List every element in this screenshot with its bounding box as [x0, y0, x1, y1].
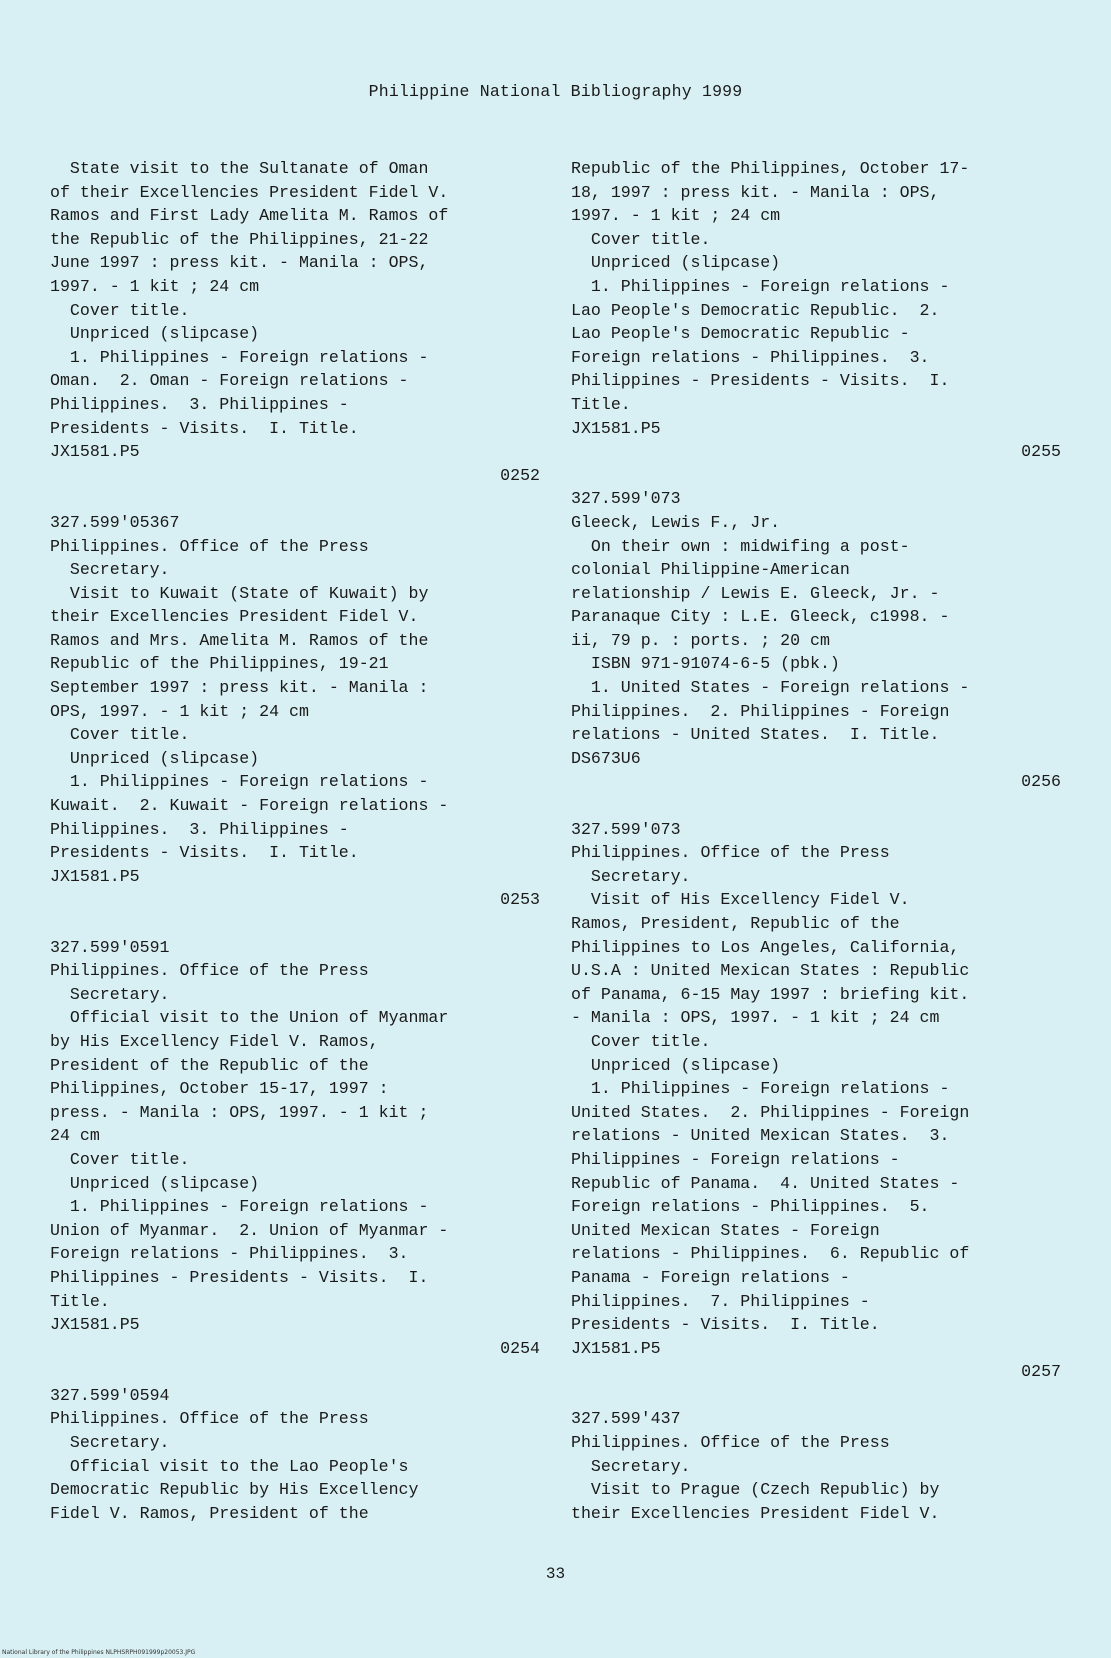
- text-line: Lao People's Democratic Republic -: [571, 324, 910, 344]
- text-line: Democratic Republic by His Excellency: [50, 1480, 419, 1500]
- text-line: Philippines to Los Angeles, California,: [571, 937, 960, 957]
- text-line: relationship / Lewis E. Gleeck, Jr. -: [571, 583, 940, 603]
- text-line: Philippines. 3. Philippines -: [50, 394, 349, 414]
- text-line: On their own : midwifing a post-: [571, 536, 910, 556]
- text-line: Presidents - Visits. I. Title.: [571, 1315, 880, 1335]
- text-line: ISBN 971-91074-6-5 (pbk.): [571, 654, 840, 674]
- entry-number: 0257: [1021, 1362, 1061, 1382]
- text-line: Philippines. Office of the Press: [50, 536, 369, 556]
- right-column: [571, 157, 1061, 1525]
- text-line: 1. United States - Foreign relations -: [571, 678, 970, 698]
- text-line: September 1997 : press kit. - Manila :: [50, 678, 429, 698]
- entry-number: 0253: [500, 890, 540, 910]
- text-line: Panama - Foreign relations -: [571, 1267, 850, 1287]
- text-line: Visit to Prague (Czech Republic) by: [571, 1480, 940, 1500]
- text-line: Cover title.: [50, 725, 190, 745]
- text-line: Secretary.: [50, 984, 170, 1004]
- text-line: Paranaque City : L.E. Gleeck, c1998. -: [571, 607, 950, 627]
- text-line: Republic of Panama. 4. United States -: [571, 1173, 960, 1193]
- text-line: Foreign relations - Philippines. 3.: [571, 347, 930, 367]
- text-line: Cover title.: [50, 300, 190, 320]
- text-line: Philippines. 3. Philippines -: [50, 819, 349, 839]
- text-line: Ramos and Mrs. Amelita M. Ramos of the: [50, 630, 429, 650]
- text-line: President of the Republic of the: [50, 1055, 369, 1075]
- text-line: 327.599'05367: [50, 512, 180, 532]
- text-line: Presidents - Visits. I. Title.: [50, 418, 359, 438]
- text-line: colonial Philippine-American: [571, 560, 850, 580]
- text-line: Secretary.: [50, 1433, 170, 1453]
- text-line: Unpriced (slipcase): [50, 324, 260, 344]
- text-line: Republic of the Philippines, October 17-: [571, 159, 970, 178]
- text-line: Official visit to the Lao People's: [50, 1456, 409, 1476]
- text-line: 327.599'0594: [50, 1385, 170, 1405]
- text-line: Visit of His Excellency Fidel V.: [571, 890, 910, 910]
- text-line: Philippines - Presidents - Visits. I.: [571, 371, 950, 391]
- text-line: relations - United States. I. Title.: [571, 725, 940, 745]
- text-line: Union of Myanmar. 2. Union of Myanmar -: [50, 1220, 449, 1240]
- text-line: Oman. 2. Oman - Foreign relations -: [50, 371, 409, 391]
- text-line: DS673U6: [571, 748, 641, 768]
- text-line: Unpriced (slipcase): [50, 1173, 260, 1193]
- text-line: June 1997 : press kit. - Manila : OPS,: [50, 253, 429, 273]
- text-line: Ramos, President, Republic of the: [571, 914, 900, 933]
- text-line: JX1581.P5: [50, 866, 140, 886]
- text-line: Gleeck, Lewis F., Jr.: [571, 512, 781, 532]
- text-line: 1997. - 1 kit ; 24 cm: [50, 276, 260, 296]
- text-line: Presidents - Visits. I. Title.: [50, 843, 359, 863]
- text-line: Foreign relations - Philippines. 5.: [571, 1197, 930, 1217]
- text-line: 327.599'0591: [50, 937, 170, 957]
- text-line: Foreign relations - Philippines. 3.: [50, 1244, 409, 1264]
- text-line: JX1581.P5: [50, 442, 140, 462]
- text-line: their Excellencies President Fidel V.: [571, 1503, 940, 1523]
- text-line: Philippines. Office of the Press: [571, 843, 890, 863]
- text-line: Philippines - Foreign relations -: [571, 1149, 900, 1169]
- text-line: United Mexican States - Foreign: [571, 1220, 880, 1240]
- text-line: by His Excellency Fidel V. Ramos,: [50, 1031, 379, 1051]
- text-line: 1. Philippines - Foreign relations -: [50, 347, 429, 367]
- entry-separator: [50, 1360, 540, 1384]
- text-line: 1. Philippines - Foreign relations -: [571, 1079, 950, 1099]
- text-line: Philippines. Office of the Press: [50, 961, 369, 981]
- text-line: Philippines. 7. Philippines -: [571, 1291, 870, 1311]
- text-line: Republic of the Philippines, 19-21: [50, 654, 389, 674]
- entry-separator: [50, 487, 540, 511]
- text-line: Secretary.: [50, 560, 170, 580]
- text-line: 24 cm: [50, 1126, 100, 1146]
- entry-number: 0255: [1021, 442, 1061, 462]
- text-line: JX1581.P5: [571, 418, 661, 438]
- entry-separator: [571, 464, 1061, 488]
- text-line: - Manila : OPS, 1997. - 1 kit ; 24 cm: [571, 1008, 940, 1028]
- entry-number: 0256: [1021, 772, 1061, 792]
- entry-separator: [571, 794, 1061, 818]
- text-line: 327.599'437: [571, 1409, 681, 1429]
- text-line: their Excellencies President Fidel V.: [50, 607, 419, 627]
- text-line: Philippines, October 15-17, 1997 :: [50, 1079, 389, 1099]
- left-column: [50, 157, 540, 1525]
- text-line: Cover title.: [50, 1149, 190, 1169]
- text-line: 1. Philippines - Foreign relations -: [571, 276, 950, 296]
- text-line: Cover title.: [571, 229, 711, 249]
- entry-number: 0252: [500, 465, 540, 485]
- text-line: 1997. - 1 kit ; 24 cm: [571, 206, 781, 226]
- entry-number: 0254: [500, 1338, 540, 1358]
- text-line: 1. Philippines - Foreign relations -: [50, 772, 429, 792]
- text-line: press. - Manila : OPS, 1997. - 1 kit ;: [50, 1102, 429, 1122]
- text-line: 327.599'073: [571, 819, 681, 839]
- text-line: Philippines - Presidents - Visits. I.: [50, 1267, 429, 1287]
- text-line: relations - United Mexican States. 3.: [571, 1126, 950, 1146]
- entry-separator: [50, 912, 540, 936]
- text-line: JX1581.P5: [50, 1315, 140, 1335]
- page-number: 33: [545, 1565, 566, 1583]
- text-line: United States. 2. Philippines - Foreign: [571, 1102, 970, 1122]
- text-line: Visit to Kuwait (State of Kuwait) by: [50, 583, 429, 603]
- text-line: Unpriced (slipcase): [571, 253, 781, 273]
- entry-separator: [571, 1384, 1061, 1408]
- text-line: Kuwait. 2. Kuwait - Foreign relations -: [50, 796, 449, 816]
- text-line: Unpriced (slipcase): [571, 1055, 781, 1075]
- footer-caption: National Library of the Philippines NLPHSRPH091999p20053.JPG: [2, 1649, 196, 1656]
- text-line: relations - Philippines. 6. Republic of: [571, 1244, 970, 1264]
- text-line: Title.: [50, 1291, 110, 1311]
- text-line: 327.599'073: [571, 489, 681, 509]
- text-line: Title.: [571, 394, 631, 414]
- text-line: the Republic of the Philippines, 21-22: [50, 229, 429, 249]
- text-line: 1. Philippines - Foreign relations -: [50, 1197, 429, 1217]
- text-line: of Panama, 6-15 May 1997 : briefing kit.: [571, 984, 970, 1004]
- text-line: of their Excellencies President Fidel V.: [50, 182, 449, 202]
- text-line: U.S.A : United Mexican States : Republic: [571, 961, 970, 981]
- text-line: Official visit to the Union of Myanmar: [50, 1008, 449, 1028]
- page-title: Philippine National Bibliography 1999: [368, 82, 743, 101]
- text-line: 18, 1997 : press kit. - Manila : OPS,: [571, 182, 940, 202]
- text-line: Secretary.: [571, 1456, 691, 1476]
- text-line: State visit to the Sultanate of Oman: [50, 159, 429, 178]
- text-line: Cover title.: [571, 1031, 711, 1051]
- text-line: Philippines. 2. Philippines - Foreign: [571, 701, 950, 721]
- text-line: Philippines. Office of the Press: [571, 1433, 890, 1453]
- text-line: Unpriced (slipcase): [50, 748, 260, 768]
- text-line: Secretary.: [571, 866, 691, 886]
- text-line: Ramos and First Lady Amelita M. Ramos of: [50, 206, 449, 226]
- text-line: Lao People's Democratic Republic. 2.: [571, 300, 940, 320]
- text-line: OPS, 1997. - 1 kit ; 24 cm: [50, 701, 309, 721]
- text-line: JX1581.P5: [571, 1338, 661, 1358]
- text-line: ii, 79 p. : ports. ; 20 cm: [571, 630, 830, 650]
- text-line: Fidel V. Ramos, President of the: [50, 1503, 369, 1523]
- text-line: Philippines. Office of the Press: [50, 1409, 369, 1429]
